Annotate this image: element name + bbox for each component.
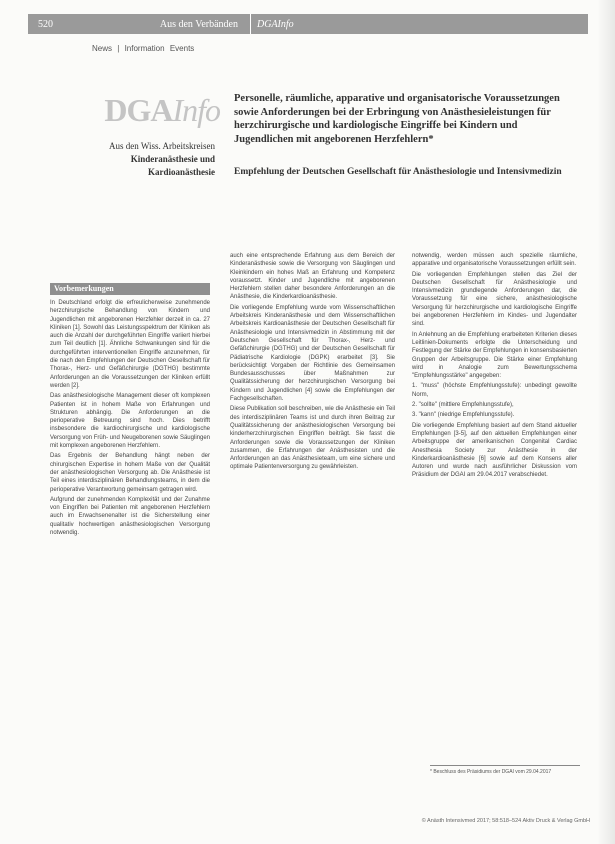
intro-line-1: Aus den Wiss. Arbeitskreisen	[109, 141, 215, 151]
paragraph: Die vorliegende Empfehlung basiert auf dem Stand aktueller Empfehlungen [3-5], auf den aktuellen Empfehlungen einer Arbeitsgruppe der amerikanischen Congenital Cardiac Anesthesia Society zur Anästhesie in der Kinderkardioanästhesie [6] sowie auf dem Konsens aller Autoren und wurde nach ausführlicher Diskussion vom Präsidium der DGAI am 29.04.2017 verabschiedet.	[412, 422, 577, 479]
page-number: 520	[38, 18, 53, 30]
logo-dga: DGA	[104, 92, 173, 128]
section-heading: Vorbemerkungen	[50, 283, 210, 295]
list-item: 1. "muss" (höchste Empfehlungsstufe): unbedingt gewollte Norm,	[412, 383, 577, 398]
page-footer: © Anästh Intensivmed 2017; 58:518–524 Aktiv Druck & Verlag GmbH	[421, 818, 590, 824]
subnav-information: Information	[124, 44, 165, 53]
subnav	[92, 44, 197, 53]
paragraph: notwendig, werden müssen auch spezielle räumliche, apparative und organisatorische Voraussetzungen erfüllt sein.	[412, 253, 577, 268]
intro-line-3: Kardioanästhesie	[147, 167, 215, 177]
list-item: 2. "sollte" (mittlere Empfehlungsstufe),	[412, 402, 514, 409]
column-3	[412, 252, 577, 482]
paragraph: Das Ergebnis der Behandlung hängt neben der chirurgischen Expertise in hohem Maße von der Qualität der anästhesiologischen Versorgung ab. Die Anästhesie ist Teil eines interdisziplinären Behandlungsteams, in dem die perioperative Verantwortung gemeinsam getragen wird.	[50, 453, 210, 493]
intro-line-2: Kinderanästhesie und	[130, 154, 215, 164]
section-title: Aus den Verbänden	[159, 18, 238, 30]
paragraph: Diese Publikation soll beschreiben, wie die Anästhesie ein Teil des interdisziplinären Teams ist und durch ihren Beitrag zur Qualitätssicherung der anästhesiologischen Versorgung bei kinderherzchirurgischen Eingriffen beiträgt. Sie fasst die Anforderungen sowie die Voraussetzungen der Kliniken zusammen, die Erfahrungen der Anästhesisten und die Anforderungen an das Anästhesieteam, um eine sichere und optimale Patientenversorgung zu gewährleisten.	[230, 406, 395, 471]
paragraph: In Anlehnung an die Empfehlung erarbeiteten Kriterien dieses Leitlinien-Dokuments erfolgte die Unterscheidung und Festlegung der Stärke der Empfehlungen in konsensbasierten Gruppen der Arbeitsgruppe. Die Stärke einer Empfehlung wird in Analogie zum Bewertungsschema "Empfehlungsstärke" angegeben:	[412, 331, 577, 380]
page-edge-shadow	[597, 0, 615, 844]
dgainfo-logo	[80, 92, 220, 129]
paragraph: Aufgrund der zunehmenden Komplexität und der Zunahme von Eingriffen bei Patienten mit angeborenen Herzfehlern auch im Erwachsenenalter ist die Sicherstellung einer qualitativ hochwertigen anästhesiologischen Versorgung notwendig.	[50, 496, 210, 537]
article-subtitle: Empfehlung der Deutschen Gesellschaft für Anästhesiologie und Intensivmedizin	[234, 167, 562, 177]
header-bar	[28, 14, 588, 34]
working-group-label	[70, 140, 215, 179]
subnav-events: Events	[169, 44, 195, 53]
logo-info: Info	[172, 92, 220, 128]
footnote: * Beschluss des Präsidiums der DGAI vom 29.04.2017	[430, 765, 580, 776]
article-title: Personelle, räumliche, apparative und organisatorische Voraussetzungen sowie Anforderungen bei der Erbringung von Anästhesieleistungen für herzchirurgische und kardiologische Eingriffe bei Kindern und Jugendlichen mit angeborenen Herzfehlern*	[234, 93, 560, 145]
list-item: 3. "kann" (niedrige Empfehlungsstufe).	[412, 412, 515, 419]
column-1	[50, 299, 210, 539]
column-2	[230, 252, 395, 474]
subnav-news: News	[92, 44, 113, 53]
paragraph: Die vorliegenden Empfehlungen stellen das Ziel der Deutschen Gesellschaft für Anästhesiologie und Intensivmedizin grundlegende Anforderungen dar, die Voraussetzung für eine sichere, anästhesiologische Versorgung für herzchirurgische und kardiologische Eingriffe bei angeborenen Herzfehlern im Kindes- und Jugendalter sind.	[412, 271, 577, 328]
paragraph: In Deutschland erfolgt die erfreulicherweise zunehmende herzchirurgische Behandlung von Kindern und Jugendlichen mit angeborenen Herzfehler derzeit in ca. 27 Kliniken [1]. Sowohl das Leistungsspektrum der Kliniken als auch die Anzahl der durchgeführten Eingriffe variiert hierbei zum Teil deutlich [1]. Ähnliche Schwankungen sind für die durchgeführten interventionellen Eingriffe anzunehmen, für die nach den Empfehlungen der Deutschen Gesellschaft für Thorax-, Herz- und Gefäßchirurgie (DGTHG) bestimmte Anforderungen an die Voraussetzungen der Kliniken erfüllt werden [2].	[50, 300, 210, 389]
header-brand: DGAInfo	[257, 18, 294, 30]
paragraph: auch eine entsprechende Erfahrung aus dem Bereich der Kinderanästhesie sowie die Versorgung von Säuglingen und Kleinkindern ein hohes Maß an Erfahrung und Kompetenz voraussetzt. Kinder und Jugendliche mit angeborenen Herzfehlern stellen daher besondere Anforderungen an die Anästhesie, die Kinderkardioanästhesie.	[230, 253, 395, 301]
paragraph: Das anästhesiologische Management dieser oft komplexen Patienten ist in hohem Maße von Erfahrungen und Strukturen abhängig. Die Anforderungen an die perioperative Betreuung sind hoch. Dies betrifft insbesondere die kardiochirurgische und kardiologische Versorgung von Früh- und Neugeborenen sowie Säuglingen mit komplexen angeborenen Herzfehlern.	[50, 393, 210, 450]
subnav-separator: |	[117, 44, 120, 53]
paragraph: Die vorliegende Empfehlung wurde vom Wissenschaftlichen Arbeitskreis Kinderanästhesie und dem Wissenschaftlichen Arbeitskreis Kardioanästhesie der Deutschen Gesellschaft für Anästhesiologie und Intensivmedizin in Abstimmung mit der Deutschen Gesellschaft für Thorax-, Herz- und Gefäßchirurgie (DGTHG) und der Deutschen Gesellschaft für Pädiatrische Kardiologie (DGPK) erarbeitet [3]. Sie berücksichtigt Vorgaben der Richtlinie des Gemeinsamen Bundesausschusses über Maßnahmen zur Qualitätssicherung der herzchirurgischen Versorgung bei Kindern und Jugendlichen [4] sowie die Empfehlungen der Fachgesellschaften.	[230, 304, 395, 403]
